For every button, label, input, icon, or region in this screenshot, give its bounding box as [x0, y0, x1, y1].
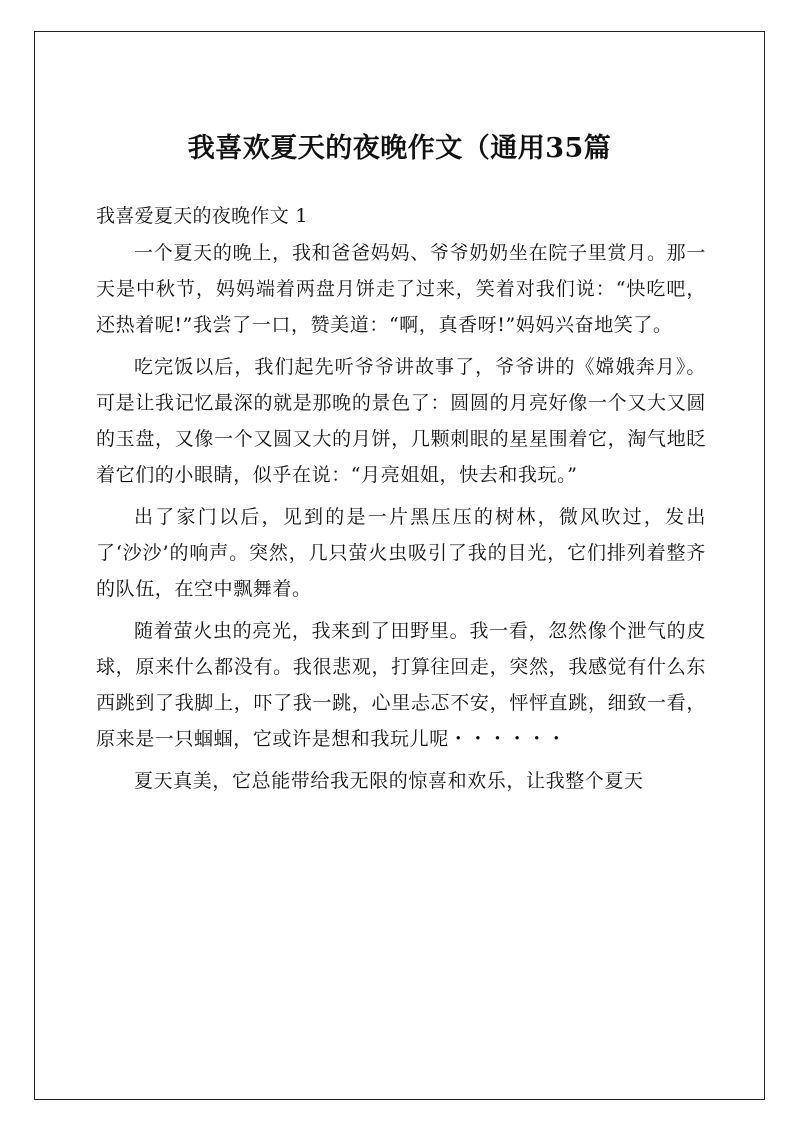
paragraph-4: 随着萤火虫的亮光，我来到了田野里。我一看，忽然像个泄气的皮球，原来什么都没有。我很悲观，打算往回走，突然，我感觉有什么东西跳到了我脚上，吓了我一跳，心里忐忑不安，怦怦直跳，细致一看，原来是一只蝈蝈，它或许是想和我玩儿呢・・・・・・	[96, 620, 706, 750]
section-subtitle: 我喜爱夏天的夜晚作文 1	[96, 205, 308, 227]
document-title: 我喜欢夏天的夜晚作文（通用35篇	[187, 133, 612, 164]
paragraph-5: 夏天真美，它总能带给我无限的惊喜和欢乐，让我整个夏天	[134, 770, 644, 792]
paragraph-2: 吃完饭以后，我们起先听爷爷讲故事了，爷爷讲的《嫦娥奔月》。可是让我记忆最深的就是那晚的景色了：圆圆的月亮好像一个又大又圆的玉盘，又像一个又圆又大的月饼，几颗刺眼的星星围着它，淘气地眨着它们的小眼睛，似乎在说：“月亮姐姐，快去和我玩。”	[96, 356, 706, 486]
document-body	[96, 198, 706, 805]
paragraph-3: 出了家门以后，见到的是一片黑压压的树林，微风吹过，发出了‘沙沙’的响声。突然，几只萤火虫吸引了我的目光，它们排列着整齐的队伍，在空中飘舞着。	[96, 506, 706, 600]
paragraph-1: 一个夏天的晚上，我和爸爸妈妈、爷爷奶奶坐在院子里赏月。那一天是中秋节，妈妈端着两盘月饼走了过来，笑着对我们说：“快吃吧，还热着呢!”我尝了一口，赞美道：“啊，真香呀!”妈妈兴奋地笑了。	[96, 242, 706, 336]
